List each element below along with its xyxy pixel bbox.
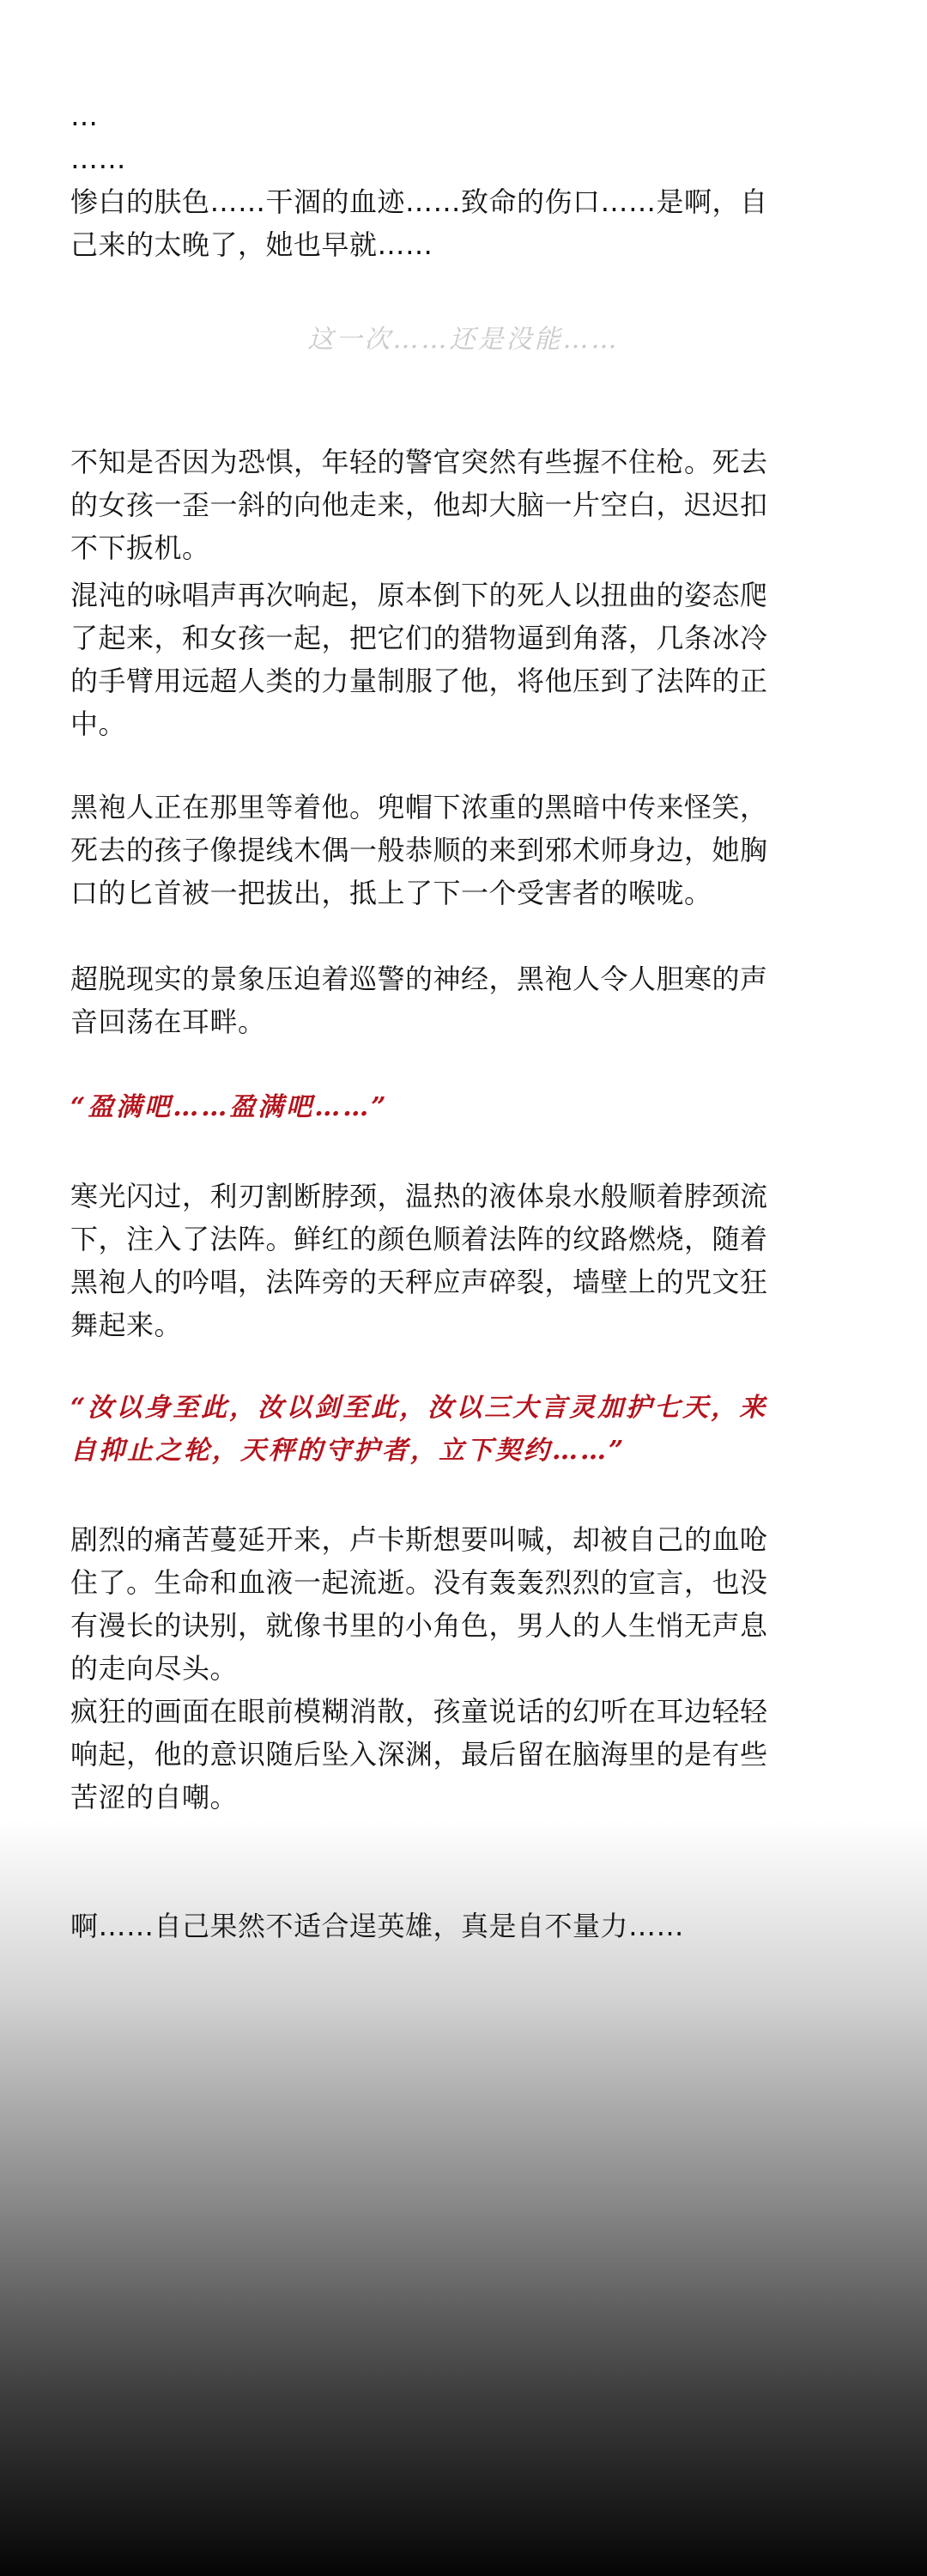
text-line: 的走向尽头。 xyxy=(70,1652,239,1685)
text-line: 了起来，和女孩一起，把它们的猎物逼到角落，几条冰冷 xyxy=(70,622,768,654)
text-line: … xyxy=(70,100,99,132)
text-line: 惨白的肤色……干涸的血迹……致命的伤口……是啊，自 xyxy=(70,185,768,218)
closing-line xyxy=(70,1905,847,1947)
paragraph-end xyxy=(70,1518,847,1819)
paragraph-fear xyxy=(70,440,847,569)
text-line: 黑袍人正在那里等着他。兜帽下浓重的黑暗中传来怪笑， xyxy=(70,791,768,823)
text-line: 啊……自己果然不适合逞英雄，真是自不量力…… xyxy=(70,1910,685,1942)
text-line: 死去的孩子像提线木偶一般恭顺的来到邪术师身边，她胸 xyxy=(70,834,768,866)
text-line: 响起，他的意识随后坠入深渊，最后留在脑海里的是有些 xyxy=(70,1738,768,1771)
text-line: “汝以身至此，汝以剑至此，汝以三大言灵加护七天，来 xyxy=(70,1393,768,1423)
text-line: 苦涩的自嘲。 xyxy=(70,1781,239,1814)
text-line: 的手臂用远超人类的力量制服了他，将他压到了法阵的正 xyxy=(70,665,768,697)
paragraph-pressure xyxy=(70,957,847,1043)
paragraph-black-robe xyxy=(70,786,847,914)
text-line: 黑袍人的吟唱，法阵旁的天秤应声碎裂，墙壁上的咒文狂 xyxy=(70,1266,768,1298)
text-line: 混沌的咏唱声再次响起，原本倒下的死人以扭曲的姿态爬 xyxy=(70,579,768,611)
faded-thought-line: 这一次……还是没能…… xyxy=(307,325,620,355)
text-line: 舞起来。 xyxy=(70,1309,183,1341)
text-line: 有漫长的诀别，就像书里的小角色，男人的人生悄无声息 xyxy=(70,1609,768,1642)
chant-quote-fill: “盈满吧……盈满吧……” xyxy=(70,1092,389,1122)
text-line: 超脱现实的景象压迫着巡警的神经，黑袍人令人胆寒的声 xyxy=(70,963,768,995)
opening-paragraph xyxy=(70,94,847,266)
text-line: 不下扳机。 xyxy=(70,532,210,564)
text-line: 中。 xyxy=(70,708,127,740)
text-line: 疯狂的画面在眼前模糊消散，孩童说话的幻听在耳边轻轻 xyxy=(70,1695,768,1728)
text-line: 的女孩一歪一斜的向他走来，他却大脑一片空白，迟迟扣 xyxy=(70,489,768,521)
text-line: 剧烈的痛苦蔓延开来，卢卡斯想要叫喊，却被自己的血呛 xyxy=(70,1523,768,1556)
paragraph-chant-resumes xyxy=(70,574,847,745)
text-line: 自抑止之轮，天秤的守护者，立下契约……” xyxy=(70,1436,627,1466)
text-line: …… xyxy=(70,143,126,175)
text-line: 音回荡在耳畔。 xyxy=(70,1005,266,1038)
text-line: 住了。生命和血液一起流逝。没有轰轰烈烈的宣言，也没 xyxy=(70,1566,768,1599)
text-line: 口的匕首被一把拔出，抵上了下一个受害者的喉咙。 xyxy=(70,877,712,909)
chant-quote-contract xyxy=(70,1387,847,1473)
text-line: 寒光闪过，利刃割断脖颈，温热的液体泉水般顺着脖颈流 xyxy=(70,1180,768,1212)
text-line: 己来的太晚了，她也早就…… xyxy=(70,228,433,261)
paragraph-blade xyxy=(70,1175,847,1346)
text-line: 下，注入了法阵。鲜红的颜色顺着法阵的纹路燃烧，随着 xyxy=(70,1223,768,1255)
text-line: 不知是否因为恐惧，年轻的警官突然有些握不住枪。死去 xyxy=(70,446,768,478)
